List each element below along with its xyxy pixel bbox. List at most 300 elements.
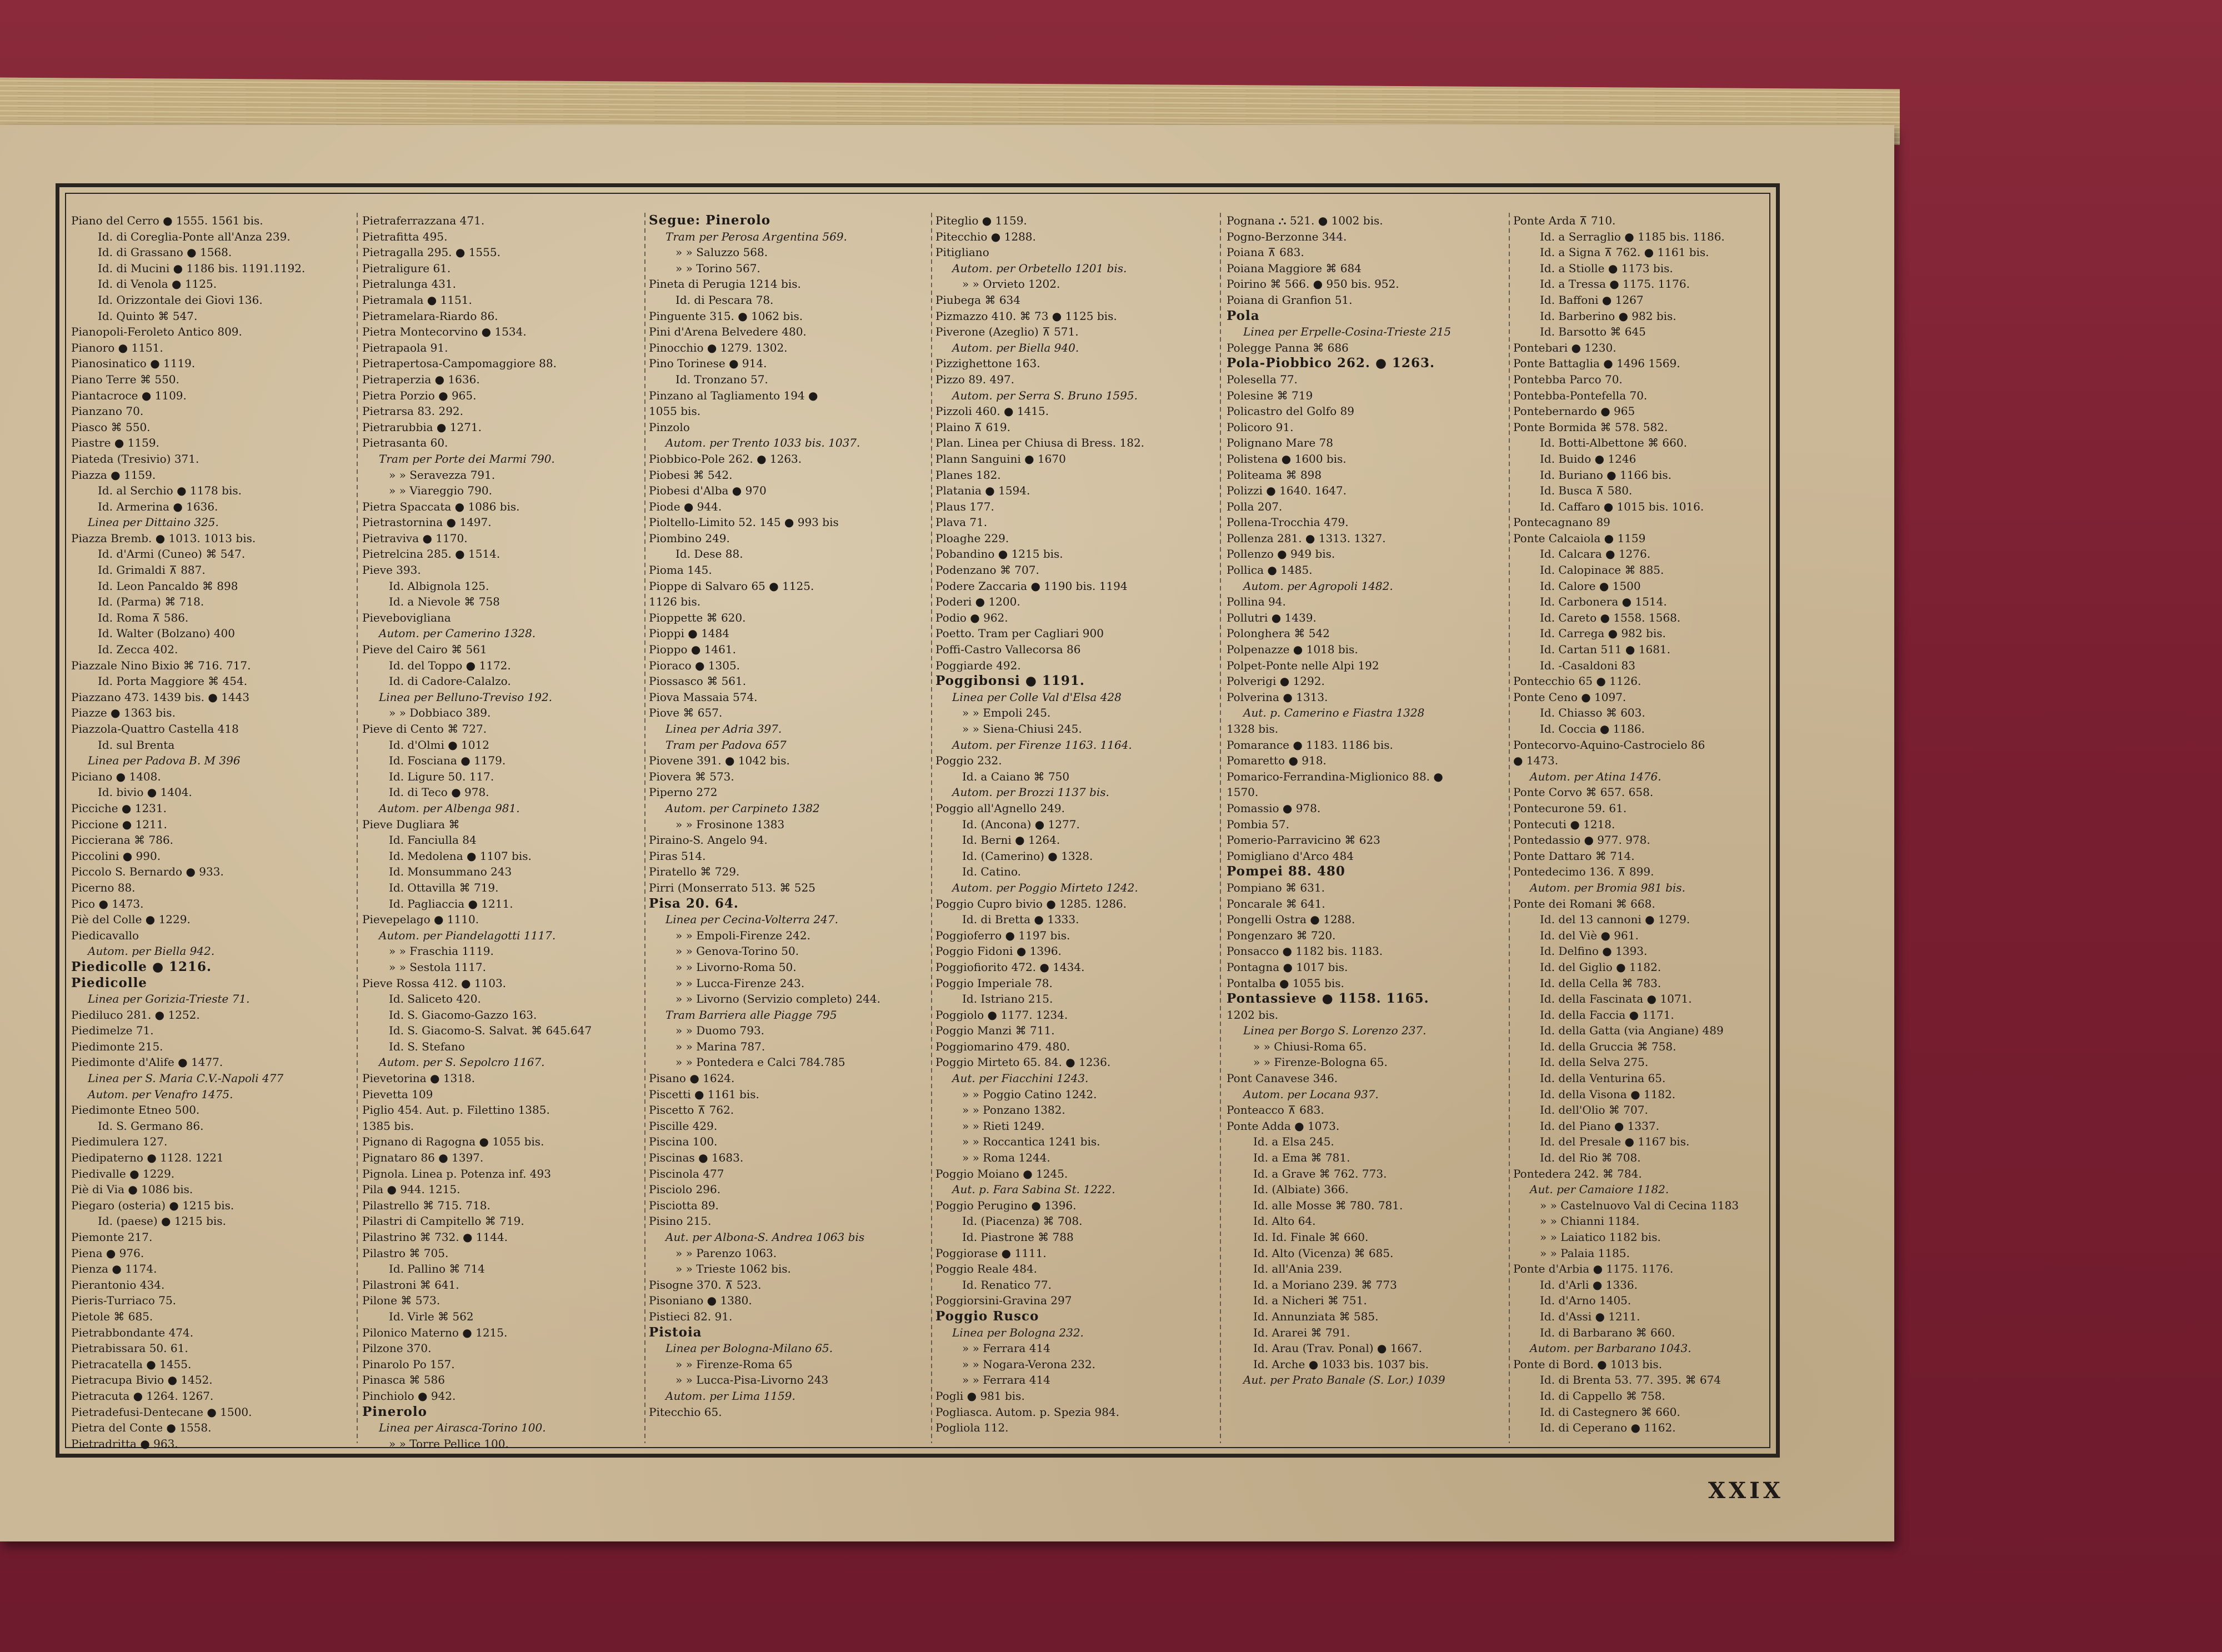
index-entry: Id. d'Armi (Cuneo) ⌘ 547. (98, 547, 246, 561)
index-entry: Poirino ⌘ 566. ● 950 bis. 952. (1227, 277, 1399, 291)
index-entry: Id. a Caiano ⌘ 750 (962, 769, 1070, 783)
index-entry: Id. a Serraglio ● 1185 bis. 1186. (1540, 229, 1725, 243)
index-entry: Autom. per S. Sepolcro 1167. (379, 1055, 545, 1069)
column-divider (644, 213, 645, 1443)
index-entry: Tram per Porte dei Marmi 790. (379, 452, 555, 465)
index-entry: Piena ● 976. (71, 1246, 144, 1260)
index-entry: Piano del Cerro ● 1555. 1561 bis. (71, 214, 263, 227)
index-entry: Id. Calopinace ⌘ 885. (1540, 563, 1664, 577)
index-entry: Id. a Nicheri ⌘ 751. (1253, 1294, 1367, 1308)
index-entry: Autom. per Biella 942. (88, 944, 215, 958)
index-entry: Id. Albignola 125. (389, 579, 489, 593)
index-entry: Pievetta 109 (362, 1087, 433, 1101)
index-entry: Id. (Parma) ⌘ 718. (98, 595, 204, 609)
index-entry: Id. Ottavilla ⌘ 719. (389, 880, 499, 894)
index-entry: Id. Carrega ● 982 bis. (1540, 627, 1666, 640)
index-entry: Pieve Dugliara ⌘ (362, 817, 460, 831)
index-entry: Poggioferro ● 1197 bis. (935, 928, 1070, 942)
index-entry: Piova Massaia 574. (649, 690, 758, 704)
index-entry: » » Firenze-Bologna 65. (1253, 1055, 1388, 1069)
index-entry: Piscinola 477 (649, 1167, 724, 1180)
index-entry: Aut. per Fiacchini 1243. (952, 1072, 1089, 1085)
index-entry: Pinchiolo ● 942. (362, 1389, 456, 1403)
index-entry: » » Viareggio 790. (389, 484, 492, 498)
index-entry: Aut. per Camaiore 1182. (1530, 1183, 1669, 1197)
index-entry: Pietrastornina ● 1497. (362, 515, 492, 529)
index-entry: » » Ferrara 414 (962, 1373, 1050, 1387)
index-entry: » » Torre Pellice 100. (389, 1436, 509, 1450)
index-entry: Pietradefusi-Dentecane ● 1500. (71, 1405, 252, 1419)
index-entry: Pola (1227, 308, 1260, 323)
index-entry: Pietrasanta 60. (362, 436, 448, 450)
index-entry: Pilastri di Campitello ⌘ 719. (362, 1214, 524, 1228)
index-entry: Pianosinatico ● 1119. (71, 357, 196, 371)
index-entry: Pognana ⛬ 521. ● 1002 bis. (1227, 214, 1383, 227)
index-entry: Pomerio-Parravicino ⌘ 623 (1227, 833, 1380, 847)
index-entry: Id. alle Mosse ⌘ 780. 781. (1253, 1198, 1403, 1212)
index-entry: Piedicavallo (71, 928, 139, 942)
index-entry: Aut. p. Camerino e Fiastra 1328 (1243, 706, 1425, 720)
index-entry: Id. Cartan 511 ● 1681. (1540, 643, 1670, 657)
index-entry: Pistoia (649, 1324, 702, 1340)
index-entry: Pontedecimo 136. ⊼ 899. (1513, 865, 1654, 879)
index-entry: Id. d'Arli ● 1336. (1540, 1278, 1638, 1291)
index-entry: Pollenza 281. ● 1313. 1327. (1227, 531, 1386, 545)
index-entry: Id. Carbonera ● 1514. (1540, 595, 1667, 609)
index-entry: Id. del Rio ⌘ 708. (1540, 1151, 1641, 1165)
index-entry: Ponte Ceno ● 1097. (1513, 690, 1627, 704)
index-entry: Pogli ● 981 bis. (935, 1389, 1025, 1403)
index-entry: Pienza ● 1174. (71, 1262, 157, 1276)
index-entry: Piegaro (osteria) ● 1215 bis. (71, 1198, 234, 1212)
index-entry: Poiana Maggiore ⌘ 684 (1227, 261, 1362, 275)
index-entry: Id. Buido ● 1246 (1540, 452, 1637, 465)
index-entry: Pianopoli-Feroleto Antico 809. (71, 325, 242, 339)
index-entry: Piedimonte 215. (71, 1039, 163, 1053)
index-entry: Pisa 20. 64. (649, 895, 739, 911)
index-entry: Plaino ⊼ 619. (935, 420, 1010, 434)
index-entry: Pietrabissara 50. 61. (71, 1341, 188, 1355)
index-entry: Picerno 88. (71, 880, 136, 894)
index-entry: Id. a Grave ⌘ 762. 773. (1253, 1167, 1387, 1180)
index-entry: Id. al Serchio ● 1178 bis. (98, 484, 242, 498)
index-entry: Linea per Colle Val d'Elsa 428 (952, 690, 1122, 704)
index-entry: Poggiorsini-Gravina 297 (935, 1294, 1072, 1308)
index-entry: Pietraligure 61. (362, 261, 451, 275)
index-entry: Piedimelze 71. (71, 1024, 154, 1038)
index-entry: Polverigi ● 1292. (1227, 674, 1325, 688)
index-entry: » » Duomo 793. (675, 1024, 765, 1038)
index-entry: Piedivalle ● 1229. (71, 1167, 175, 1180)
index-entry: Linea per Borgo S. Lorenzo 237. (1243, 1024, 1427, 1038)
column-divider (357, 213, 358, 1443)
index-entry: Piediluco 281. ● 1252. (71, 1008, 200, 1022)
index-entry: Linea per Erpelle-Cosina-Trieste 215 (1243, 325, 1452, 339)
index-entry: Id. Annunziata ⌘ 585. (1253, 1309, 1379, 1323)
index-entry: Pievepelago ● 1110. (362, 913, 479, 927)
index-entry: Id. della Fascinata ● 1071. (1540, 992, 1692, 1006)
index-entry: Pignola. Linea p. Potenza inf. 493 (362, 1167, 551, 1180)
index-entry: Id. Walter (Bolzano) 400 (98, 627, 236, 640)
index-entry: Piscinas ● 1683. (649, 1151, 744, 1165)
index-entry: Poetto. Tram per Cagliari 900 (935, 627, 1104, 640)
index-entry: Id. Piastrone ⌘ 788 (962, 1230, 1074, 1244)
index-entry: » » Empoli 245. (962, 706, 1051, 720)
index-entry: Ponteacco ⊼ 683. (1227, 1103, 1324, 1117)
index-entry: 1126 bis. (649, 595, 701, 609)
index-column-1 (71, 213, 349, 1450)
index-entry: Pilastrino ⌘ 732. ● 1144. (362, 1230, 508, 1244)
index-entry: Poggio 232. (935, 754, 1002, 768)
index-entry: Pietraferrazzana 471. (362, 214, 485, 227)
index-entry: Autom. per Biella 940. (952, 341, 1079, 354)
index-entry: Id. del 13 cannoni ● 1279. (1540, 913, 1690, 927)
index-entry: » » Livorno-Roma 50. (675, 960, 797, 974)
index-entry: Id. a Nievole ⌘ 758 (389, 595, 500, 609)
index-entry: Pistieci 82. 91. (649, 1309, 733, 1323)
index-entry: Plaus 177. (935, 499, 994, 513)
index-entry: Id. S. Stefano (389, 1039, 465, 1053)
index-entry: Ponsacco ● 1182 bis. 1183. (1227, 944, 1383, 958)
index-column-5 (1227, 213, 1504, 1443)
index-entry: Pollica ● 1485. (1227, 563, 1313, 577)
index-entry: Pisogne 370. ⊼ 523. (649, 1278, 762, 1291)
index-entry: Id. S. Giacomo-Gazzo 163. (389, 1008, 537, 1022)
index-entry: Autom. per Poggio Mirteto 1242. (952, 880, 1138, 894)
index-entry: Poggiolo ● 1177. 1234. (935, 1008, 1068, 1022)
index-entry: Pizzighettone 163. (935, 357, 1040, 371)
index-entry: Id. di Barbarano ⌘ 660. (1540, 1325, 1675, 1339)
index-entry: Pietra del Conte ● 1558. (71, 1421, 212, 1435)
index-entry: Piccolo S. Bernardo ● 933. (71, 865, 224, 879)
index-entry: Poderi ● 1200. (935, 595, 1020, 609)
index-entry: Id. Barberino ● 982 bis. (1540, 309, 1676, 323)
index-entry: Piateda (Tresivio) 371. (71, 452, 199, 465)
index-entry: Id. della Venturina 65. (1540, 1072, 1666, 1085)
index-entry: Id. del Piano ● 1337. (1540, 1119, 1659, 1133)
index-entry: » » Roma 1244. (962, 1151, 1050, 1165)
index-entry: Pietracuta ● 1264. 1267. (71, 1389, 214, 1403)
index-entry: Id. di Coreglia-Ponte all'Anza 239. (98, 229, 291, 243)
index-entry: Tram Barriera alle Piagge 795 (665, 1008, 837, 1022)
index-entry: Pola-Piobbico 262. ● 1263. (1227, 356, 1435, 371)
index-entry: Piovene 391. ● 1042 bis. (649, 754, 790, 768)
index-entry: Pontecorvo-Aquino-Castrocielo 86 (1513, 738, 1705, 752)
index-entry: Id. di Bretta ● 1333. (962, 913, 1079, 927)
index-entry: Id. Arche ● 1033 bis. 1037 bis. (1253, 1357, 1429, 1371)
index-entry: Pietracupa Bivio ● 1452. (71, 1373, 213, 1387)
index-entry: Id. (Camerino) ● 1328. (962, 849, 1093, 863)
index-entry: » » Lucca-Firenze 243. (675, 976, 805, 990)
index-entry: Pieris-Turriaco 75. (71, 1294, 177, 1308)
index-entry: Autom. per Brozzi 1137 bis. (952, 785, 1109, 799)
index-entry: Autom. per Locana 937. (1243, 1087, 1379, 1101)
index-entry: Ponte Bormida ⌘ 578. 582. (1513, 420, 1668, 434)
index-entry: » » Roccantica 1241 bis. (962, 1135, 1100, 1149)
index-entry: Pietrapaola 91. (362, 341, 448, 354)
index-entry: Pitigliano (935, 246, 989, 259)
index-entry: Id. del Viè ● 961. (1540, 928, 1639, 942)
index-entry: Id. Saliceto 420. (389, 992, 481, 1006)
index-entry: Id. della Cella ⌘ 783. (1540, 976, 1662, 990)
index-entry: Piglio 454. Aut. p. Filettino 1385. (362, 1103, 550, 1117)
index-entry: Piraino-S. Angelo 94. (649, 833, 768, 847)
index-entry: Pinarolo Po 157. (362, 1357, 455, 1371)
index-entry: Id. Calcara ● 1276. (1540, 547, 1651, 561)
index-entry: Poggio Moiano ● 1245. (935, 1167, 1068, 1180)
index-entry: Id. Grimaldi ⊼ 887. (98, 563, 206, 577)
index-entry: Piè di Via ● 1086 bis. (71, 1183, 193, 1197)
index-entry: Poggio Manzi ⌘ 711. (935, 1024, 1055, 1038)
index-entry: Piccolini ● 990. (71, 849, 161, 863)
index-entry: » » Castelnuovo Val di Cecina 1183 (1540, 1198, 1739, 1212)
index-entry: Pietrapertosa-Campomaggiore 88. (362, 357, 557, 371)
index-entry: » » Pontedera e Calci 784.785 (675, 1055, 845, 1069)
index-entry: Piode ● 944. (649, 499, 722, 513)
index-entry: Pioraco ● 1305. (649, 658, 740, 672)
index-entry: » » Frosinone 1383 (675, 817, 785, 831)
index-entry: ● 1473. (1513, 754, 1559, 768)
index-entry: Politeama ⌘ 898 (1227, 468, 1322, 482)
index-entry: Id. della Visona ● 1182. (1540, 1087, 1676, 1101)
index-entry: Picciche ● 1231. (71, 801, 167, 815)
index-entry: Linea per Bologna 232. (952, 1325, 1084, 1339)
index-entry: Id. Tronzano 57. (675, 372, 768, 386)
index-entry: » » Chiusi-Roma 65. (1253, 1039, 1367, 1053)
index-entry: Id. Careto ● 1558. 1568. (1540, 610, 1681, 624)
index-entry: Poggio Imperiale 78. (935, 976, 1053, 990)
index-entry: Podio ● 962. (935, 610, 1008, 624)
index-entry: Piedimonte Etneo 500. (71, 1103, 200, 1117)
index-entry: Pila ● 944. 1215. (362, 1183, 461, 1197)
index-entry: Id. Virle ⌘ 562 (389, 1309, 474, 1323)
index-entry: Autom. per Orbetello 1201 bis. (952, 261, 1127, 275)
column-divider (1220, 213, 1221, 1443)
index-entry: Id. Calore ● 1500 (1540, 579, 1641, 593)
index-entry: Aut. p. Fara Sabina St. 1222. (952, 1183, 1115, 1197)
index-entry: Autom. per Firenze 1163. 1164. (952, 738, 1132, 752)
index-entry: Polegge Panna ⌘ 686 (1227, 341, 1349, 354)
index-entry: Linea per Airasca-Torino 100. (379, 1421, 546, 1435)
index-entry: Id. Arau (Trav. Ponal) ● 1667. (1253, 1341, 1422, 1355)
index-entry: Pioppe di Salvaro 65 ● 1125. (649, 579, 814, 593)
index-entry: Pontebernardo ● 965 (1513, 404, 1635, 418)
index-entry: Id. Pagliaccia ● 1211. (389, 897, 513, 910)
index-entry: » » Ferrara 414 (962, 1341, 1050, 1355)
index-entry: Linea per Gorizia-Trieste 71. (88, 992, 250, 1006)
index-entry: Pietra Porzio ● 965. (362, 388, 477, 402)
index-entry: Piove ⌘ 657. (649, 706, 723, 720)
index-entry: Polesella 77. (1227, 372, 1298, 386)
index-entry: Ponte d'Arbia ● 1175. 1176. (1513, 1262, 1674, 1276)
index-entry: Tram per Perosa Argentina 569. (665, 229, 847, 243)
index-entry: Id. Alto 64. (1253, 1214, 1316, 1228)
index-entry: Piossasco ⌘ 561. (649, 674, 747, 688)
index-entry: Pisano ● 1624. (649, 1072, 735, 1085)
index-entry: Id. di Teco ● 978. (389, 785, 489, 799)
index-entry: Ponte Arda ⊼ 710. (1513, 214, 1616, 227)
index-entry: Pitecchio ● 1288. (935, 229, 1036, 243)
index-entry: Piobesi d'Alba ● 970 (649, 484, 767, 498)
index-entry: » » Sestola 1117. (389, 960, 486, 974)
index-entry: Piras 514. (649, 849, 706, 863)
index-entry: Pogno-Berzonne 344. (1227, 229, 1347, 243)
index-entry: » » Nogara-Verona 232. (962, 1357, 1095, 1371)
index-entry: Piovera ⌘ 573. (649, 769, 734, 783)
index-entry: Polverina ● 1313. (1227, 690, 1328, 704)
index-entry: Pongelli Ostra ● 1288. (1227, 913, 1355, 927)
index-entry: » » Palaia 1185. (1540, 1246, 1630, 1260)
index-entry: Pietrafitta 495. (362, 229, 448, 243)
index-entry: Pontebba Parco 70. (1513, 372, 1623, 386)
index-entry: Pievebovigliana (362, 610, 451, 624)
index-entry: » » Saluzzo 568. (675, 246, 768, 259)
index-entry: Pietralunga 431. (362, 277, 456, 291)
index-entry: Id. del Giglio ● 1182. (1540, 960, 1662, 974)
index-entry: Pieve Rossa 412. ● 1103. (362, 976, 507, 990)
index-entry: Pollenzo ● 949 bis. (1227, 547, 1335, 561)
index-entry: Pogliola 112. (935, 1421, 1009, 1435)
index-entry: Poggio Perugino ● 1396. (935, 1198, 1077, 1212)
index-entry: Pinerolo (362, 1404, 427, 1419)
index-entry: Id. Botti-Albettone ⌘ 660. (1540, 436, 1687, 450)
index-entry: » » Dobbiaco 389. (389, 706, 491, 720)
index-entry: » » Chianni 1184. (1540, 1214, 1640, 1228)
index-entry: Pietramala ● 1151. (362, 293, 472, 307)
index-entry: Piastre ● 1159. (71, 436, 159, 450)
index-entry: Id. sul Brenta (98, 738, 175, 752)
index-entry: Piccione ● 1211. (71, 817, 167, 831)
index-entry: Pioppette ⌘ 620. (649, 610, 746, 624)
index-entry: » » Torino 567. (675, 261, 760, 275)
index-entry: Id. Ararei ⌘ 791. (1253, 1325, 1350, 1339)
index-entry: 1385 bis. (362, 1119, 414, 1133)
index-entry: Pineta di Perugia 1214 bis. (649, 277, 801, 291)
index-entry: Pobandino ● 1215 bis. (935, 547, 1063, 561)
index-entry: Planes 182. (935, 468, 1001, 482)
index-entry: Polignano Mare 78 (1227, 436, 1333, 450)
index-entry: Pollutri ● 1439. (1227, 610, 1317, 624)
index-entry: Piobbico-Pole 262. ● 1263. (649, 452, 802, 465)
index-entry: Id. dell'Olio ⌘ 707. (1540, 1103, 1648, 1117)
index-entry: Id. della Gatta (via Angiane) 489 (1540, 1024, 1724, 1038)
index-entry: Autom. per Camerino 1328. (379, 627, 536, 640)
index-entry: Pontassieve ● 1158. 1165. (1227, 991, 1429, 1007)
index-entry: Id. Fanciulla 84 (389, 833, 477, 847)
index-entry: Linea per Adria 397. (665, 722, 782, 735)
index-column-2 (362, 213, 640, 1450)
index-entry: » » Firenze-Roma 65 (675, 1357, 793, 1371)
index-entry: Id. Dese 88. (675, 547, 743, 561)
index-entry: Pini d'Arena Belvedere 480. (649, 325, 807, 339)
index-entry: Poiana di Granfion 51. (1227, 293, 1353, 307)
index-entry: Pinguente 315. ● 1062 bis. (649, 309, 803, 323)
index-entry: Poggibonsi ● 1191. (935, 673, 1085, 689)
index-entry: Pietraviva ● 1170. (362, 531, 468, 545)
index-entry: Id. Ligure 50. 117. (389, 769, 494, 783)
index-entry: » » Ponzano 1382. (962, 1103, 1065, 1117)
index-entry: » » Livorno (Servizio completo) 244. (675, 992, 880, 1006)
index-entry: Pietrelcina 285. ● 1514. (362, 547, 501, 561)
index-entry: » » Poggio Catino 1242. (962, 1087, 1097, 1101)
index-entry: Pioltello-Limito 52. 145 ● 993 bis (649, 515, 839, 529)
index-entry: Id. (Piacenza) ⌘ 708. (962, 1214, 1083, 1228)
index-entry: Id. Orizzontale dei Giovi 136. (98, 293, 263, 307)
index-entry: Id. d'Olmi ● 1012 (389, 738, 489, 752)
index-entry: Poggio all'Agnello 249. (935, 801, 1065, 815)
index-entry: Pomigliano d'Arco 484 (1227, 849, 1354, 863)
index-entry: Ponte Battaglia ● 1496 1569. (1513, 357, 1680, 371)
index-entry: Id. a Moriano 239. ⌘ 773 (1253, 1278, 1397, 1291)
index-entry: Autom. per Lima 1159. (665, 1389, 795, 1403)
index-entry: Pierantonio 434. (71, 1278, 165, 1291)
index-entry: » » Laiatico 1182 bis. (1540, 1230, 1661, 1244)
index-entry: Id. S. Germano 86. (98, 1119, 204, 1133)
index-entry: Id. a Ema ⌘ 781. (1253, 1151, 1350, 1165)
index-entry: Id. della Gruccia ⌘ 758. (1540, 1039, 1676, 1053)
column-divider (1509, 213, 1510, 1443)
index-entry: Piccierana ⌘ 786. (71, 833, 174, 847)
index-entry: Plann Sanguini ● 1670 (935, 452, 1066, 465)
index-entry: Id. di Pescara 78. (675, 293, 774, 307)
index-entry: Id. Monsummano 243 (389, 865, 512, 879)
index-entry: Segue: Pinerolo (649, 213, 771, 228)
index-entry: Linea per S. Maria C.V.-Napoli 477 (88, 1072, 284, 1085)
index-entry: Id. a Elsa 245. (1253, 1135, 1334, 1149)
index-entry: Autom. per Trento 1033 bis. 1037. (665, 436, 860, 450)
index-entry: Id. del Toppo ● 1172. (389, 658, 511, 672)
index-entry: 1202 bis. (1227, 1008, 1279, 1022)
index-entry: Pogliasca. Autom. p. Spezia 984. (935, 1405, 1119, 1419)
index-entry: Linea per Dittaino 325. (88, 515, 219, 529)
index-entry: Pico ● 1473. (71, 897, 144, 910)
index-entry: Poggiorase ● 1111. (935, 1246, 1047, 1260)
index-entry: Ponte Corvo ⌘ 657. 658. (1513, 785, 1654, 799)
index-entry: Piperno 272 (649, 785, 718, 799)
index-entry: Autom. per Bromia 981 bis. (1530, 880, 1685, 894)
index-entry: Pizzo 89. 497. (935, 372, 1015, 386)
index-entry: Autom. per Albenga 981. (379, 801, 520, 815)
index-entry: Pignataro 86 ● 1397. (362, 1151, 484, 1165)
index-entry: Pietra Montecorvino ● 1534. (362, 325, 527, 339)
index-entry: Piscille 429. (649, 1119, 718, 1133)
index-entry: Id. della Faccia ● 1171. (1540, 1008, 1674, 1022)
index-entry: Piazza ● 1159. (71, 468, 156, 482)
index-entry: Id. della Selva 275. (1540, 1055, 1649, 1069)
index-entry: Pontalba ● 1055 bis. (1227, 976, 1344, 990)
index-entry: Plan. Linea per Chiusa di Bress. 182. (935, 436, 1145, 450)
index-entry: Piteglio ● 1159. (935, 214, 1027, 227)
index-entry: Polpenazze ● 1018 bis. (1227, 643, 1358, 657)
index-column-4 (935, 213, 1213, 1443)
index-entry: Ploaghe 229. (935, 531, 1009, 545)
index-entry: Pontedera 242. ⌘ 784. (1513, 1167, 1642, 1180)
page-number: XXIX (1708, 1478, 1784, 1504)
index-entry: Pontebari ● 1230. (1513, 341, 1617, 354)
index-entry: Id. Busca ⊼ 580. (1540, 484, 1633, 498)
index-entry: Id. a Tressa ● 1175. 1176. (1540, 277, 1690, 291)
index-entry: Pietrabbondante 474. (71, 1325, 194, 1339)
index-entry: Aut. per Prato Banale (S. Lor.) 1039 (1243, 1373, 1445, 1387)
index-entry: Id. Alto (Vicenza) ⌘ 685. (1253, 1246, 1394, 1260)
index-entry: Linea per Padova B. M 396 (88, 754, 241, 768)
index-entry: Id. Chiasso ⌘ 603. (1540, 706, 1645, 720)
index-entry: Id. di Ceperano ● 1162. (1540, 1421, 1676, 1435)
index-entry: Pisoniano ● 1380. (649, 1294, 752, 1308)
index-entry: Podenzano ⌘ 707. (935, 563, 1039, 577)
index-entry: Autom. per Piandelagotti 1117. (379, 928, 556, 942)
index-entry: Autom. per Serra S. Bruno 1595. (952, 388, 1138, 402)
